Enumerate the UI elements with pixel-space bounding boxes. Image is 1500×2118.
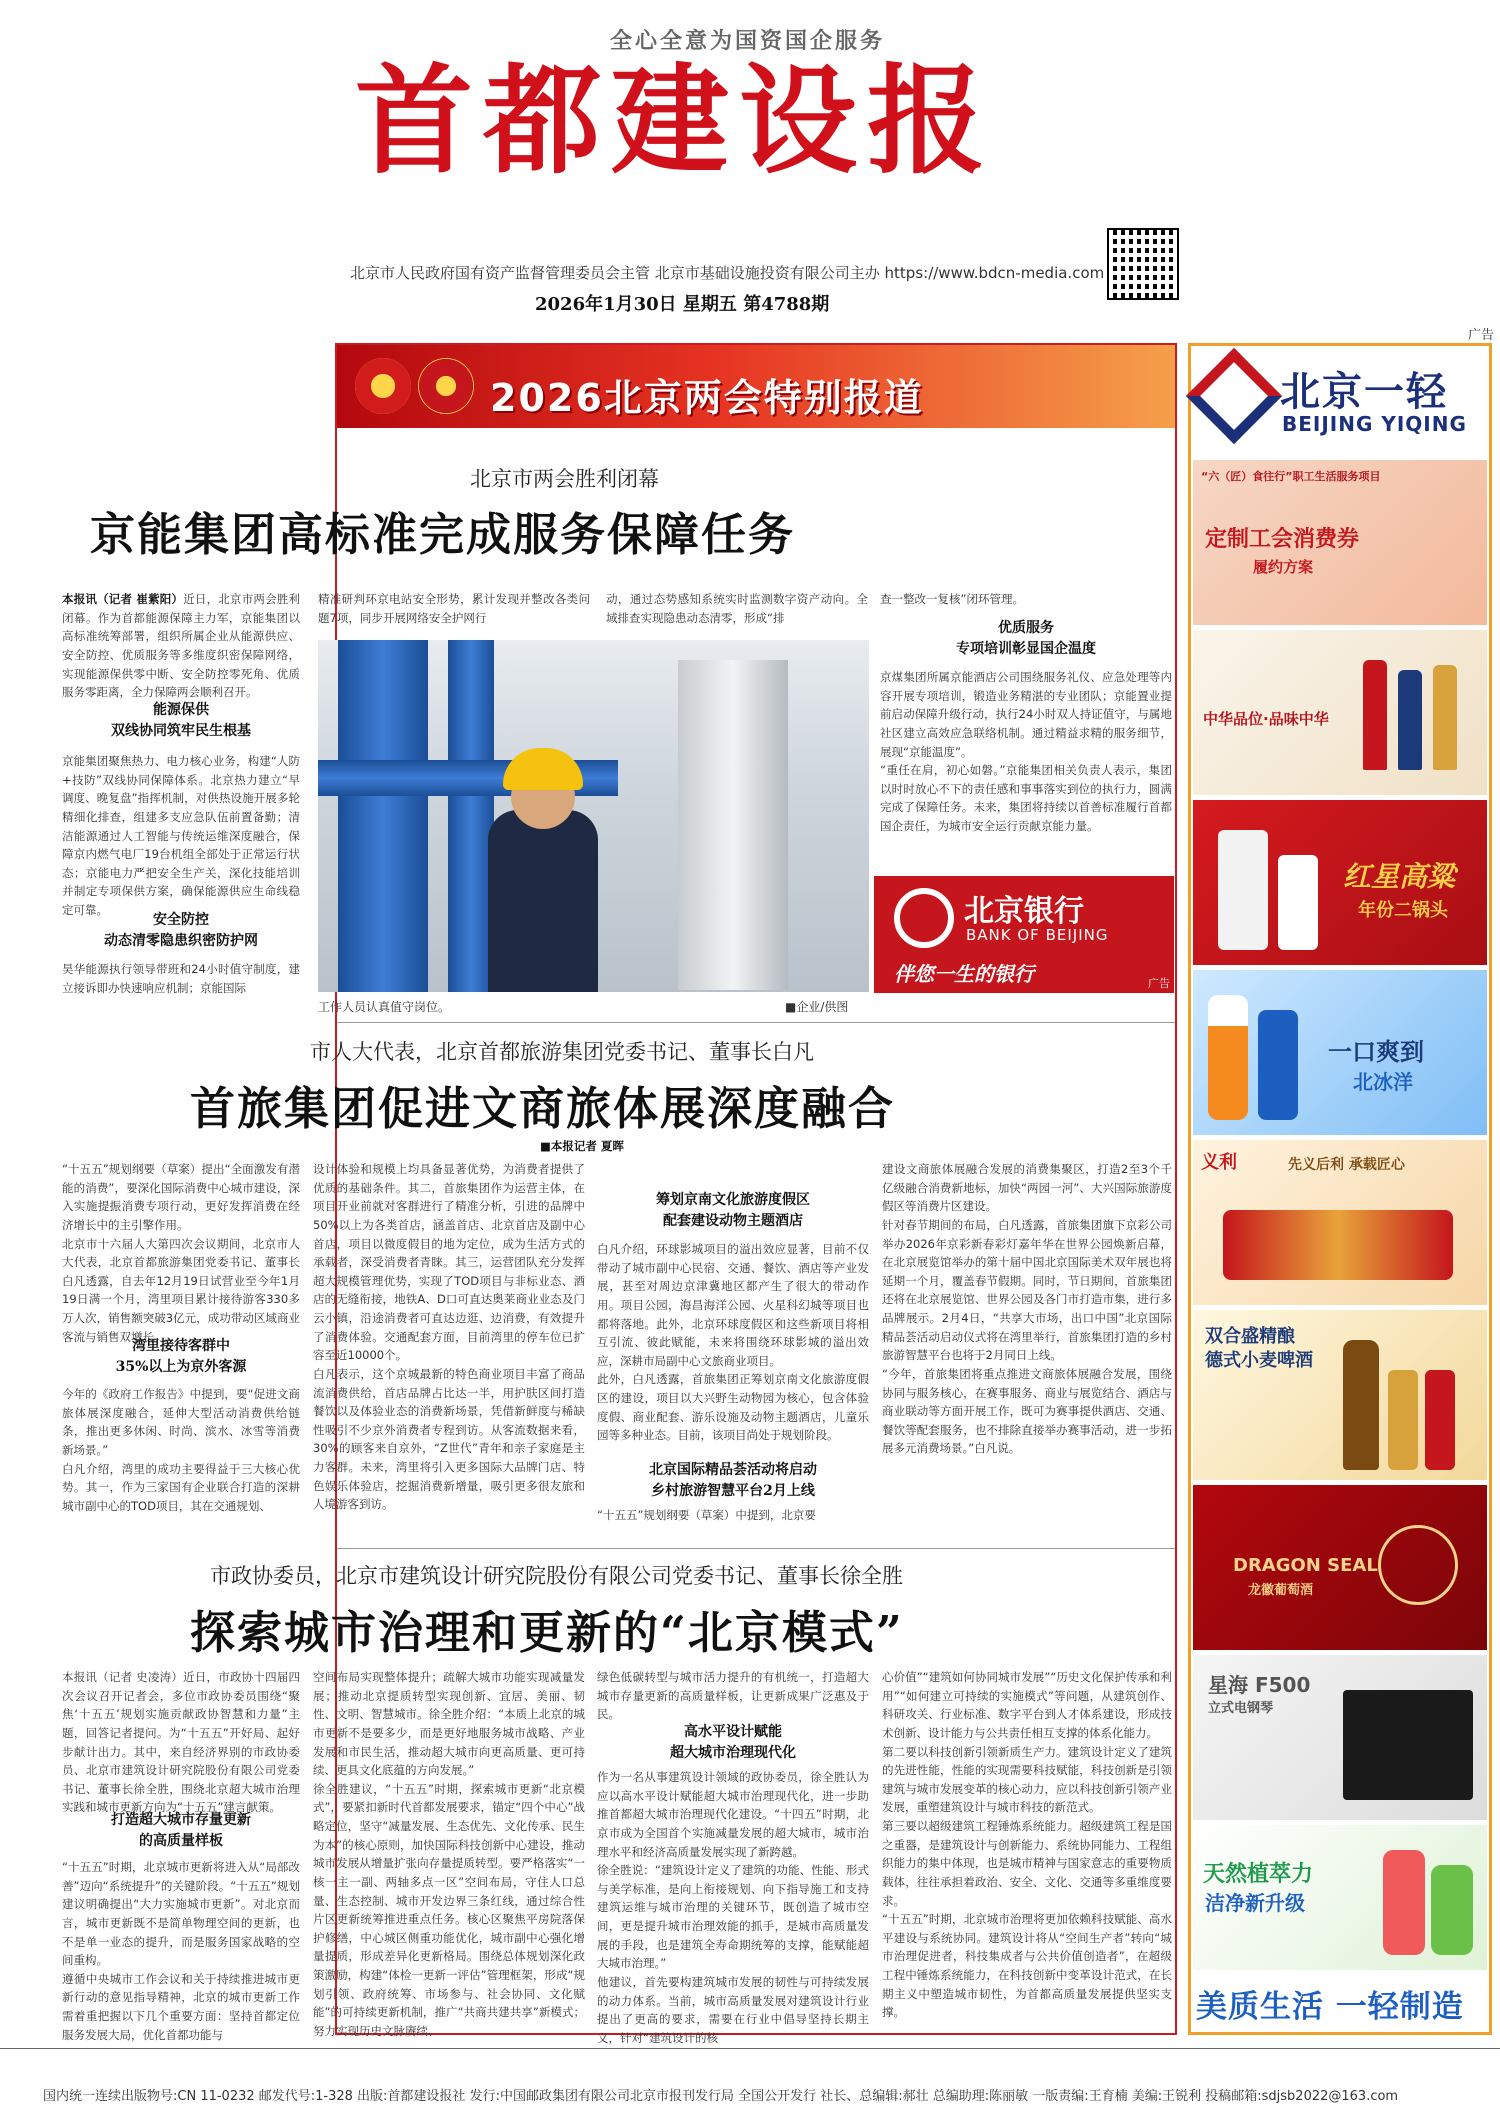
ad-tile3-sub: 年份二锅头 bbox=[1358, 900, 1448, 921]
article1-col4-top: 查一整改一复核”闭环管理。 bbox=[880, 592, 1024, 606]
ad-tile2-main: 中华品位·品味中华 bbox=[1203, 710, 1329, 728]
ad-tile6-main: 双合盛精酿 bbox=[1205, 1326, 1295, 1347]
article3-col2: 空间布局实现整体提升；疏解大城市功能实现减量发展；推动北京提质转型实现创新、宜居、美丽、韧性、文明、智慧城市。徐全胜介绍：“本质上北京的城市更新不是要多少，而是更好地服务城市战略、产业发展和市民生活，推动超大城市向更高质量、更可持续、更具文化底蕴的方向发展。” 徐全胜建议，“十五五”时期，探索城市更新“北京模式”，要紧扣新时代首都发展要求，锚定“四个中心”战略定位，坚守“减量发展、生态优先、文化传承、民生为本”的核心原则，加快国际科技创新中心建设，推动城市发展从增量扩张向存量提质转型。要严格落实“一核一主一副、两轴多点一区”空间布局，守住人口总量、生态控制、城市开发边界三条红线，通过综合性片区更新统筹推进重点任务。核心区聚焦平房院落保护修缮，中心城区侧重功能优化，城市副中心强化增量提质，形成差异化更新格局。围绕总体规划深化政策激励，构建“体检一更新一评估”管理框架，形成“规划引领、政府统筹、市场参与、社会协同、文化赋能”的可持续更新机制，推广“共商共建共享”新模式；努力实现历史文脉赓续、 bbox=[313, 1670, 585, 2038]
ad-tile1-main: 定制工会消费券 bbox=[1205, 527, 1360, 552]
article3-col3-body: 作为一名从事建筑设计领域的政协委员，徐全胜认为应以高水平设计赋能超大城市治理现代化，进一步助推首都超大城市治理现代化建设。“十四五”时期，北京市成为全国首个实施减量发展的超大城市，城市治理水平和经济高质量发展实现了新跨越。 徐全胜说：“建筑设计定义了建筑的功能、性能、形式与美学标准，是向上衔接规划、向下指导施工和支持建筑运维与城市治理的关键环节，既创造了城市空间，更是提升城市治理效能的抓手，是城市高质量发展的手段，也是建筑全寿命期统筹的支撑，能赋能超大城市治理。” 他建议，首先要构建筑城市发展的韧性与可持续发展的动力体系。当前，城市高质量发展对建筑设计行业提出了更高的要求，需要在行业中倡导坚持长期主义，针对“建筑设计的核 bbox=[597, 1770, 869, 2045]
bank-ad-name-en: BANK OF BEIJING bbox=[966, 926, 1109, 944]
yiqing-slogan: 美质生活 一轻制造 bbox=[1196, 1989, 1464, 2025]
divider bbox=[337, 1022, 1175, 1023]
ad-tile-piano[interactable] bbox=[1193, 1655, 1487, 1820]
ad-tile-detergent[interactable] bbox=[1193, 1825, 1487, 1970]
article1-col1-body2: 昊华能源执行领导带班和24小时值守制度，建立接诉即办快速响应机制；京能国际 bbox=[62, 962, 300, 995]
article1-subhead3: 优质服务 专项培训彰显国企温度 bbox=[956, 620, 1096, 657]
ad-tile9-main: 天然植萃力 bbox=[1203, 1862, 1314, 1887]
bank-ad-slogan: 伴您一生的银行 bbox=[894, 962, 1034, 986]
photo-credit: ■企业/供图 bbox=[785, 1000, 849, 1014]
bank-ad-label: 广告 bbox=[1148, 977, 1170, 990]
ad-tile6-sub: 德式小麦啤酒 bbox=[1205, 1350, 1313, 1371]
newspaper-title: 首都建设报 bbox=[355, 52, 996, 190]
article2-subhead1: 湾里接待客群中 35%以上为京外客源 bbox=[115, 1338, 247, 1375]
article2-headline: 首旅集团促进文商旅体展深度融合 bbox=[190, 1082, 896, 1135]
bank-logo-icon bbox=[894, 888, 954, 948]
ad-tile-dragon-seal[interactable] bbox=[1193, 1485, 1487, 1650]
article2-col2: 设计体验和规模上均具备显著优势，为消费者提供了优质的基础条件。其二，首旅集团作为运营主体，在项目开业前就对客群进行了精准分析，引进的品牌中50%以上为各类首店，涵盖首店、北京首店及副中心首店，项目以微度假目的地为定位，成为生活方式的承载者，深受消费者青睐。其三，运营团队充分发挥超大规模管理优势，实现了TOD项目与非标业态、酒店的无缝衔接，地铁A、D口可直达奥莱商业业态及门云小镇，沿途消费者可直达边逛、边消费，有效提升了消费体验。交通配套方面，目前湾里的停车位已扩容至近10000个。 白凡表示，这个京城最新的特色商业项目丰富了商品流消费供给，首店品牌占比达一半，用护肤区间打造餐饮以及体验业态的消费新场景，凭借新鲜度与稀缺性吸引不少京外消费者专程到访。从客流数据来看，30%的顾客来自京外，“Z世代”青年和亲子家庭是主力客群。未来，湾里将引入更多国际大品牌门店、特色娱乐体验店，挖掘消费新增量，吸引更多很友旅和人境游客到访。 bbox=[313, 1162, 585, 1512]
article2-subhead2: 筹划京南文化旅游度假区 配套建设动物主题酒店 bbox=[656, 1192, 810, 1229]
bank-ad-name: 北京银行 bbox=[964, 894, 1084, 929]
issue-dateline: 2026年1月30日 星期五 第4788期 bbox=[535, 294, 830, 315]
masthead-slogan: 全心全意为国资国企服务 bbox=[610, 29, 886, 54]
article1-col3-top: 动，通过态势感知系统实时监测数字资产动向。全域排查实现隐患动态清零，形成“排 bbox=[606, 592, 868, 625]
ad-tile4-sub: 北冰洋 bbox=[1353, 1070, 1413, 1094]
ad-tile8-main: 星海 F500 bbox=[1208, 1673, 1311, 1697]
article3-col1-lead: 本报讯（记者 史凌涛）近日，市政协十四届四次会议召开记者会，多位市政协委员围绕“聚焦‘十五五’规划实施贡献政协智慧和力量”主题，回答记者提问。为“十五五”开好局、起好步献计出力。其中，来自经济界别的市政协委员、北京市建筑设计研究院股份有限公司党委书记、董事长徐全胜，围绕北京超大城市治理实践和城市更新方向为“十五五”建言献策。 bbox=[62, 1670, 300, 1815]
ad-tile1-sub: 履约方案 bbox=[1253, 558, 1314, 576]
banner-title: 2026北京两会特别报道 bbox=[490, 376, 924, 420]
article3-col4: 心价值”“建筑如何协同城市发展”“历史文化保护传承和利用”“如何建立可持续的实施模式”等问题，从建筑创作、科研攻关、行业标准、数字平台到人才体系建设，形成技术创新、设计能力与公共责任相互支撑的体系化能力。 第二要以科技创新引领新质生产力。建筑设计定义了建筑的先进性能，性能的实现需要科技赋能，科技创新是引领建筑与城市发展变革的核心动力，应以科技创新引领产业发展，重塑建筑设计与城市科技的新范式。 第三要以超级建筑工程锤炼系统能力。超级建筑工程是国之重器，是建筑设计与创新能力、系统协同能力、工程组织能力的集中体现，也是城市精神与国家意志的重要物质载体，往往承担着政治、安全、文化、交通等多重维度要求。 “十五五”时期，北京城市治理将更加依赖科技赋能、高水平建设与系统协同。建筑设计将从“空间生产者”转向“城市治理促进者，科技集成者与公共价值创造者”，在超级工程中锤炼系统能力，在科技创新中变革设计范式，在长期主义中塑造城市韧性，为首都高质量发展提供坚实支撑。 bbox=[882, 1670, 1172, 2020]
ad-tile8-sub: 立式电钢琴 bbox=[1208, 1701, 1274, 1716]
article2-col3-body1: 白凡介绍，环球影城项目的溢出效应显著，目前不仅带动了城市副中心民宿、交通、餐饮、酒店等产业发展，甚至对周边京津冀地区都产生了很大的带动作用。项目公园，海昌海洋公园、火星科幻城等项目也都将落地。此外，北京环球度假区和这些新项目将相互引流、彼此赋能，未来将围绕环球影城的溢出效应，深耕市局副中心文旅商业项目。 此外，白凡透露，首旅集团正筹划京南文化旅游度假区的建设，项目以大兴野生动物园为核心，包含体验度假、商业配套、游乐设施及动物主题酒店，儿童乐园等多种业态。目前，该项目尚处于规划阶段。 bbox=[597, 1242, 869, 1443]
yiqing-brand-en: BEIJING YIQING bbox=[1282, 412, 1467, 436]
article2-col4: 建设文商旅体展融合发展的消费集聚区，打造2至3个千亿级融合消费新地标，加快“两园一河”、大兴国际旅游度假区等消费片区建设。 针对春节期间的布局，白凡透露，首旅集团旗下京彩公司举办2026年京彩新春彩灯嘉年华在世界公园焕新启幕，在北京展览馆举办的第十届中国北京国际美术双年展也将延期一个月，覆盖春节假期。同时，节日期间，首旅集团还将在北京展览馆、世界公园及各门市打造市集，进行多品牌展示。2月4日，“共享大市场，出口中国”北京国际精品荟活动启动仪式将在湾里举行，首旅集团打造的乡村旅游智慧平台也将于2月同日上线。 “今年，首旅集团将重点推进文商旅体展融合发展，围绕协同与服务核心，在赛事服务、商业与展览结合、酒店与商业联动等方面开展工作，既可为赛事提供酒店、交通、餐饮等配套服务，也不排除直接举办赛事活动，进一步拓展多元消费场景。”白凡说。 bbox=[882, 1162, 1172, 1456]
bank-of-beijing-ad[interactable] bbox=[874, 876, 1174, 993]
publication-footer: 国内统一连续出版物号:CN 11-0232 邮发代号:1-328 出版:首都建设报社 发行:中国邮政集团有限公司北京市报刊发行局 全国公开发行 社长、总编辑:郝壮 总编助理:陈丽敏 一版责编:王育楠 美编:王锐利 投稿邮箱:sdjsb2022@163.com bbox=[43, 2089, 1399, 2104]
article1-col4-body: 京煤集团所属京能酒店公司围绕服务礼仪、应急处理等内容开展专项培训，锻造业务精湛的专业团队；京能置业提前启动保障升级行动，执行24小时双人持证值守，与属地社区建立高效应急联络机制。通过精益求精的服务细节，展现“京能温度”。 “重任在肩，初心如磐。”京能集团相关负责人表示，集团以时时放心不下的责任感和事事落实到位的执行力，圆满完成了保障任务。未来，集团将持续以首善标准履行首都国企责任，为城市安全运行贡献京能力量。 bbox=[880, 670, 1172, 833]
article3-kicker: 市政协委员，北京市建筑设计研究院股份有限公司党委书记、董事长徐全胜 bbox=[210, 1564, 903, 1588]
ad-tile3-main: 红星高粱 bbox=[1343, 860, 1456, 893]
article2-col1: “十五五”规划纲要（草案）提出“全面激发有潜能的消费”，要深化国际消费中心城市建设，深入实施提振消费专项行动，更好发挥消费在经济增长中的主引擎作用。 北京市十六届人大第四次会议期间，北京市人大代表，北京首都旅游集团党委书记、董事长白凡透露，自去年12月19日试营业至今年1月19日满一个月，湾里项目累计接待游客330多万人次，销售额突破3亿元，成功带动区域商业客流与销售双增长。 bbox=[62, 1162, 300, 1344]
ad-tile9-sub: 洁净新升级 bbox=[1205, 1891, 1305, 1915]
article2-kicker: 市人大代表，北京首都旅游集团党委书记、董事长白凡 bbox=[310, 1040, 814, 1064]
ad-tile-union-voucher[interactable] bbox=[1193, 460, 1487, 625]
article2-col1-body: 今年的《政府工作报告》中提到，要“促进文商旅体展深度融合，延伸大型活动消费供给链条，推出更多休闲、时尚、滨水、冰雪等消费新场景。” 白凡介绍，湾里的成功主要得益于三大核心优势。其一，作为三家国有企业联合打造的深耕城市副中心的TOD项目，其在交通规划、 bbox=[62, 1387, 300, 1513]
ad-tile5-sub: 先义后利 承载匠心 bbox=[1288, 1157, 1405, 1173]
photo-caption: 工作人员认真值守岗位。 bbox=[318, 1000, 451, 1014]
cppcc-emblem-icon bbox=[418, 358, 474, 414]
article1-subhead1: 能源保供 双线协同筑牢民生根基 bbox=[111, 702, 251, 739]
footer-divider bbox=[0, 2048, 1500, 2049]
article1-col1-body1: 京能集团聚焦热力、电力核心业务，构建“人防+技防”双线协同保障体系。北京热力建立“早调度、晚复盘”指挥机制，对供热设施开展多轮精细化排查，组建多支应急队伍前置备勤；清洁能源通过人工智能与传统运维深度融合，保障京内燃气电厂19台机组全部处于正常运行状态；京能电力严把安全生产关，深化技能培训并制定专项保供方案，确保能源供应生命线稳定可靠。 bbox=[62, 754, 300, 917]
masthead-sponsor: 北京市人民政府国有资产监督管理委员会主管 北京市基础设施投资有限公司主办 https://www.bdcn-media.com bbox=[350, 264, 1105, 282]
article1-subhead2: 安全防控 动态清零隐患织密防护网 bbox=[104, 912, 258, 949]
ad-tile-beer[interactable] bbox=[1193, 1310, 1487, 1480]
article1-col2-top: 精准研判环京电站安全形势，累计发现并整改各类问题7项，同步开展网络安全护网行 bbox=[318, 592, 590, 625]
ad-tile-yili-food[interactable] bbox=[1193, 1140, 1487, 1305]
ad-tile-erguotou[interactable] bbox=[1193, 800, 1487, 965]
ad-tile7-main: DRAGON SEAL bbox=[1233, 1555, 1378, 1576]
ad-tile1-title: “六（匠）食往行”职工生活服务项目 bbox=[1201, 470, 1381, 483]
article1-col1-lead: 本报讯（记者 崔紫阳）近日，北京市两会胜利闭幕。作为首都能源保障主力军，京能集团以高标准统筹部署，组织所属企业从能源供应、安全防控、优质服务等多维度织密保障网络，实现能源保供零中断、安全防控零死角、优质服务零距离，全力保障两会顺利召开。 bbox=[62, 592, 300, 700]
article3-col1-body: “十五五”时期，北京城市更新将进入从“局部改善”迈向“系统提升”的关键阶段。“十五五”规划建议明确提出“大力实施城市更新”。对北京而言，城市更新既不是简单物理空间的更新，也不是单一业态的提升，而是服务国家战略的空间重构。 遵循中央城市工作会议和关于持续推进城市更新行动的意见指导精神，北京的城市更新工作需着重把握以下几个重要方面：坚持首都定位服务发展大局，优化首都功能与 bbox=[62, 1860, 300, 2042]
ad-label: 广告 bbox=[1468, 328, 1495, 343]
article3-subhead2: 高水平设计赋能 超大城市治理现代化 bbox=[670, 1724, 796, 1761]
article2-col3-body2: “十五五”规划纲要（草案）中提到，北京要 bbox=[597, 1508, 816, 1522]
ad-tile5-main: 义利 bbox=[1201, 1152, 1237, 1173]
ad-tile-liquor[interactable] bbox=[1193, 630, 1487, 795]
yiqing-brand-name: 北京一轻 bbox=[1280, 369, 1448, 415]
article2-byline: ■本报记者 夏晖 bbox=[540, 1139, 624, 1153]
national-emblem-icon bbox=[355, 358, 411, 414]
article3-col3-top: 绿色低碳转型与城市活力提升的有机统一，打造超大城市存量更新的高质量样板，让更新成果广泛惠及于民。 bbox=[597, 1670, 869, 1722]
ad-tile-beibingyang[interactable] bbox=[1193, 970, 1487, 1135]
article3-headline: 探索城市治理和更新的“北京模式” bbox=[190, 1606, 904, 1659]
article2-subhead3: 北京国际精品荟活动将启动 乡村旅游智慧平台2月上线 bbox=[649, 1462, 817, 1499]
qr-code-icon bbox=[1107, 228, 1179, 300]
article1-headline: 京能集团高标准完成服务保障任务 bbox=[90, 508, 796, 561]
article1-photo bbox=[318, 640, 869, 992]
divider bbox=[337, 1548, 1175, 1549]
article1-kicker: 北京市两会胜利闭幕 bbox=[470, 467, 659, 491]
ad-tile4-main: 一口爽到 bbox=[1328, 1038, 1424, 1066]
article3-subhead1: 打造超大城市存量更新 的高质量样板 bbox=[111, 1812, 251, 1849]
ad-tile7-sub: 龙徽葡萄酒 bbox=[1248, 1583, 1314, 1598]
